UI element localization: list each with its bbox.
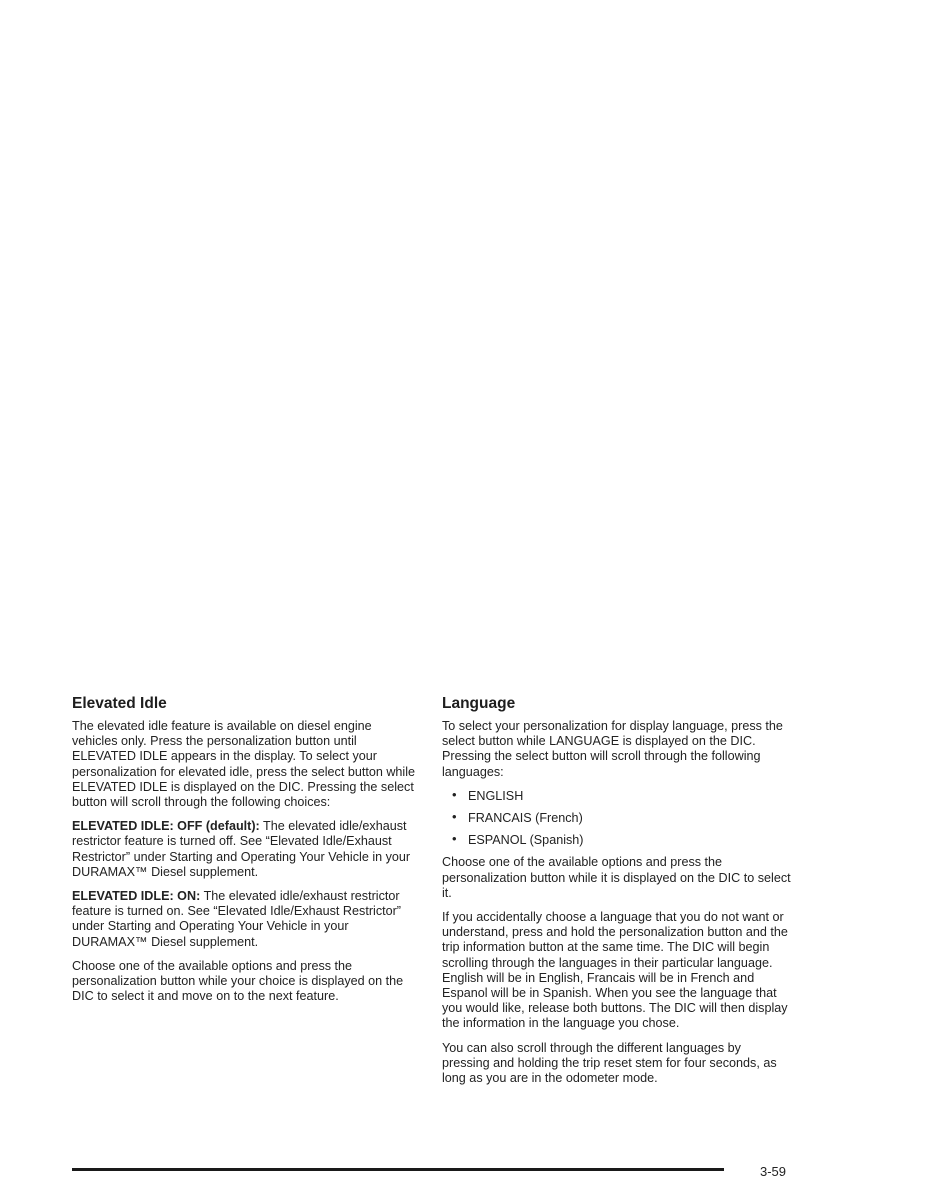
elevated-idle-on-label: ELEVATED IDLE: ON:	[72, 889, 201, 904]
list-item	[442, 786, 792, 804]
list-item-label: ESPANOL (Spanish)	[468, 833, 584, 848]
language-para-choose: Choose one of the available options and press the personalization button while it is displayed on the DIC to select it.	[442, 855, 791, 900]
elevated-idle-heading: Elevated Idle	[72, 695, 167, 712]
bullet-icon: •	[452, 809, 457, 825]
elevated-idle-on-text: The elevated idle/exhaust restrictor feature is turned on. See “Elevated Idle/Exhaust Restrictor” under Starting and Operating Your Vehicle in your DURAMAX™ Diesel supplement.	[72, 889, 402, 949]
language-para-scroll: You can also scroll through the different languages by pressing and holding the trip reset stem for four seconds, as long as you are in the odometer mode.	[442, 1040, 777, 1086]
list-item	[442, 811, 792, 826]
language-list	[442, 786, 792, 849]
language-heading: Language	[442, 695, 516, 712]
language-para-accidental: If you accidentally choose a language that you do not want or understand, press and hold the personalization button and the trip information button at the same time. The DIC will begin scrolling through the languages in their particular language. English will be in English, Francais will be in French and Espanol will be in Spanish. When you see the language that you would like, release both buttons. The DIC will then display the information in the language you chose.	[442, 910, 788, 1031]
bullet-icon: •	[452, 786, 457, 802]
elevated-idle-intro: The elevated idle feature is available on diesel engine vehicles only. Press the personalization button until ELEVATED IDLE appears in the display. To select your personalization for elevated idle, press the select button while ELEVATED IDLE is displayed on the DIC. Pressing the select button will scroll through the following choices:	[72, 719, 416, 810]
elevated-idle-closing: Choose one of the available options and press the personalization button while your choice is displayed on the DIC to select it and move on to the next feature.	[72, 958, 404, 1004]
language-intro: To select your personalization for display language, press the select button while LANGUAGE is displayed on the DIC. Pressing the select button will scroll through the following languages:	[442, 719, 783, 779]
list-item-label: FRANCAIS (French)	[468, 811, 583, 826]
elevated-idle-off-text: The elevated idle/exhaust restrictor feature is turned off. See “Elevated Idle/Exhaust Restrictor” under Starting and Operating Your Vehicle in your DURAMAX™ Diesel supplement.	[72, 819, 411, 879]
list-item-label: ENGLISH	[468, 788, 524, 803]
list-item	[442, 833, 792, 848]
elevated-idle-section	[72, 695, 417, 1013]
elevated-idle-off-paragraph	[72, 819, 417, 880]
footer-rule	[72, 1168, 724, 1171]
bullet-icon: •	[452, 831, 457, 847]
elevated-idle-off-label: ELEVATED IDLE: OFF (default):	[72, 819, 260, 834]
language-section	[442, 695, 792, 1095]
page-number: 3-59	[760, 1164, 787, 1179]
elevated-idle-on-paragraph	[72, 889, 417, 950]
